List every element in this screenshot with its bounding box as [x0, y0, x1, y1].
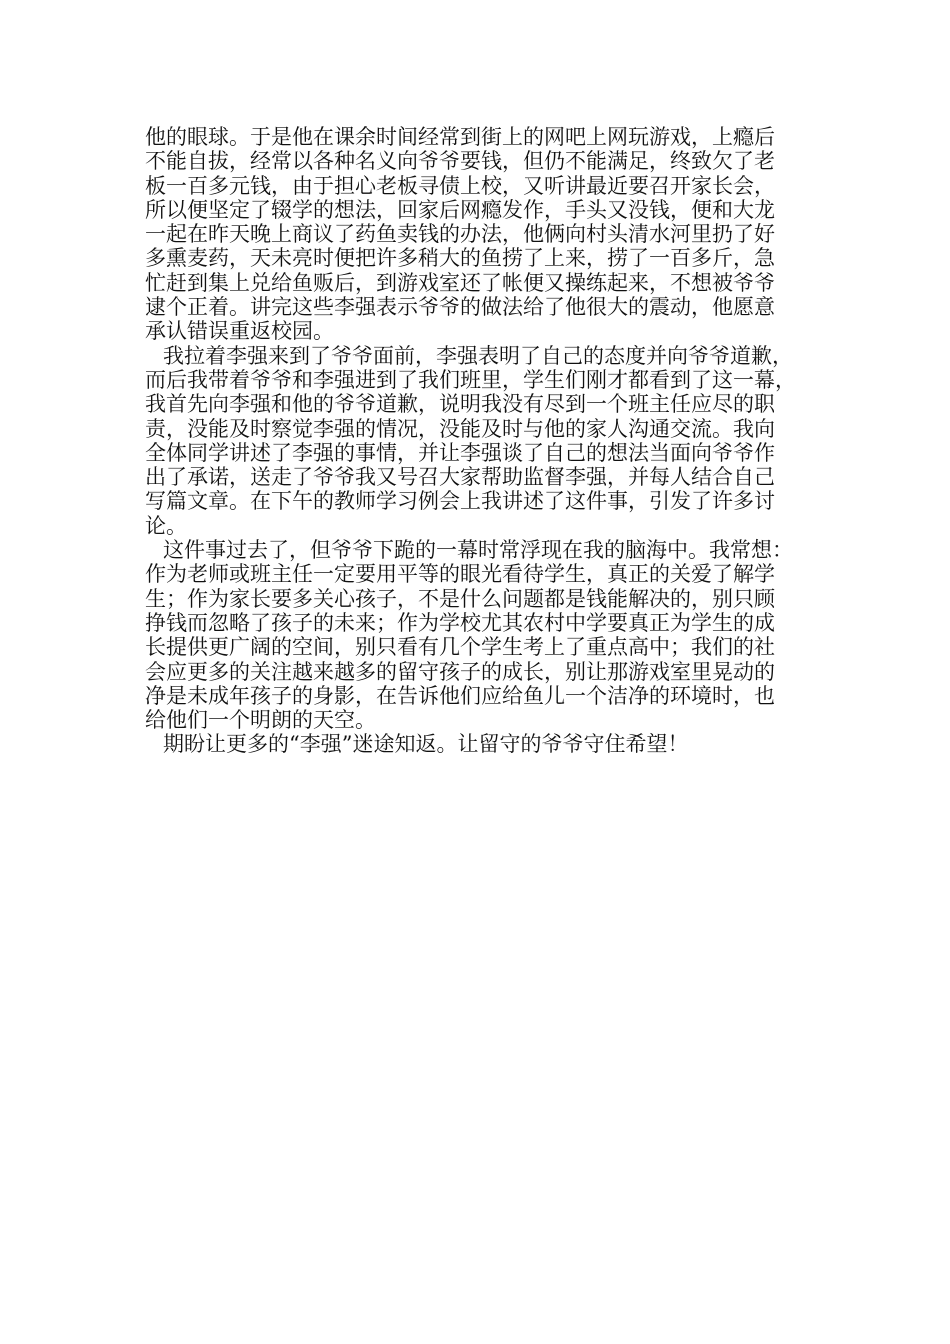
text-line: 所以便坚定了辍学的想法，回家后网瘾发作，手头又没钱，便和大龙: [145, 197, 775, 222]
text-line: 责，没能及时察觉李强的情况，没能及时与他的家人沟通交流。我向: [145, 416, 775, 441]
text-line: 挣钱而忽略了孩子的未来；作为学校尤其农村中学要真正为学生的成: [145, 610, 775, 635]
text-line: 作为老师或班主任一定要用平等的眼光看待学生，真正的关爱了解学: [145, 562, 775, 587]
text-line: 他的眼球。于是他在课余时间经常到街上的网吧上网玩游戏，上瘾后: [145, 125, 775, 149]
paragraph-start-line: 我拉着李强来到了爷爷面前，李强表明了自己的态度并向爷爷道歉，: [163, 343, 793, 368]
text-line: 生；作为家长要多关心孩子，不是什么问题都是钱能解决的，别只顾: [145, 586, 775, 611]
text-line: 而后我带着爷爷和李强进到了我们班里，学生们刚才都看到了这一幕，: [145, 367, 796, 392]
text-line: 给他们一个明朗的天空。: [145, 708, 376, 733]
text-line: 会应更多的关注越来越多的留守孩子的成长，别让那游戏室里晃动的: [145, 659, 775, 684]
text-line: 板一百多元钱，由于担心老板寻债上校，又听讲最近要召开家长会，: [145, 173, 775, 198]
text-line: 逮个正着。讲完这些李强表示爷爷的做法给了他很大的震动，他愿意: [145, 295, 775, 320]
paragraph-start-line: 期盼让更多的“李强”迷途知返。让留守的爷爷守住希望！: [163, 732, 689, 757]
text-line: 出了承诺，送走了爷爷我又号召大家帮助监督李强，并每人结合自己: [145, 465, 775, 490]
text-line: 论。: [145, 513, 187, 538]
text-line: 全体同学讲述了李强的事情，并让李强谈了自己的想法当面向爷爷作: [145, 440, 775, 465]
text-line: 写篇文章。在下午的教师学习例会上我讲述了这件事，引发了许多讨: [145, 489, 775, 514]
text-line: 不能自拔，经常以各种名义向爷爷要钱，但仍不能满足，终致欠了老: [145, 149, 775, 174]
text-line: 承认错误重返校园。: [145, 319, 334, 344]
body-text: [145, 125, 845, 757]
text-line: 长提供更广阔的空间，别只看有几个学生考上了重点高中；我们的社: [145, 635, 775, 660]
text-line: 多熏麦药，天未亮时便把许多稍大的鱼捞了上来，捞了一百多斤，急: [145, 246, 775, 271]
text-line: 我首先向李强和他的爷爷道歉，说明我没有尽到一个班主任应尽的职: [145, 392, 775, 417]
text-line: 一起在昨天晚上商议了药鱼卖钱的办法，他俩向村头清水河里扔了好: [145, 222, 775, 247]
text-line: 净是未成年孩子的身影，在告诉他们应给鱼儿一个洁净的环境时，也: [145, 683, 775, 708]
text-line: 忙赶到集上兑给鱼贩后，到游戏室还了帐便又操练起来，不想被爷爷: [145, 270, 775, 295]
paragraph-start-line: 这件事过去了，但爷爷下跪的一幕时常浮现在我的脑海中。我常想：: [163, 538, 793, 563]
